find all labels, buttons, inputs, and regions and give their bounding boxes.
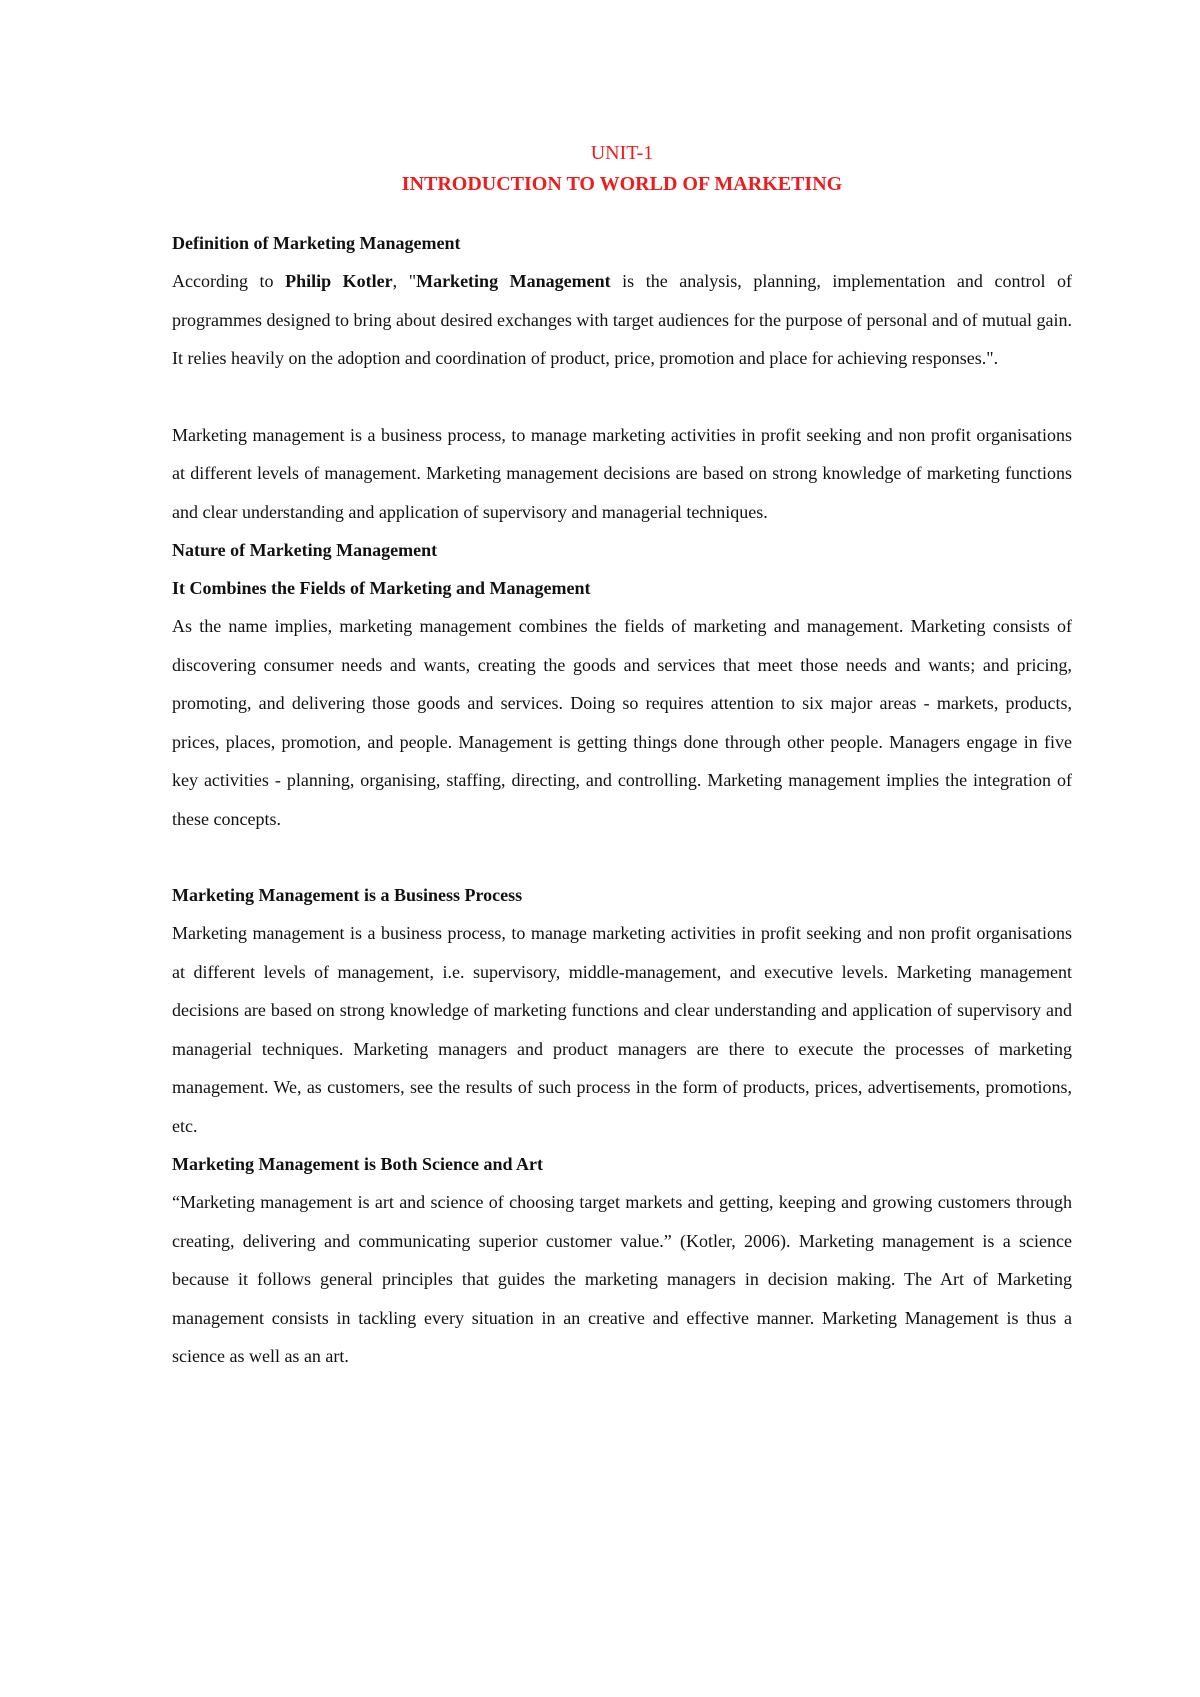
definition-author: Philip Kotler xyxy=(285,271,393,291)
process-paragraph: Marketing management is a business process, to manage marketing activities in profit seeking and non profit organisations at different levels of management. Marketing management decisions are based on strong knowledge of marketing functions and clear understanding and application of supervisory and managerial techniques. xyxy=(172,424,1072,522)
definition-intro: According to xyxy=(172,271,286,291)
nature-heading: Nature of Marketing Management xyxy=(172,540,438,560)
definition-heading: Definition of Marketing Management xyxy=(172,233,461,253)
combines-heading: It Combines the Fields of Marketing and Management xyxy=(172,578,591,598)
definition-paragraph xyxy=(172,262,1072,378)
page-title: INTRODUCTION TO WORLD OF MARKETING xyxy=(401,173,843,195)
science-paragraph: “Marketing management is art and science of choosing target markets and getting, keeping and growing customers through creating, delivering and communicating superior customer value.” (Kotler, 2006). Marketing management is a science because it follows general principles that guides the marketing managers in decision making. The Art of Marketing management consists in tackling every situation in an creative and effective manner. Marketing Management is thus a science as well as an art. xyxy=(172,1192,1072,1366)
definition-rest: is the analysis, planning, implementation and control of programmes designed to bring about desired exchanges with target audiences for the purpose of personal and of mutual gain. It relies heavily on the adoption and coordination of product, price, promotion and place for achieving responses.". xyxy=(172,271,1073,368)
paragraph-spacer xyxy=(172,378,1072,416)
definition-mid: , " xyxy=(392,271,417,291)
unit-label: UNIT-1 xyxy=(590,142,654,164)
document-body xyxy=(172,224,1072,1376)
science-heading: Marketing Management is Both Science and Art xyxy=(172,1154,543,1174)
business-paragraph: Marketing management is a business process, to manage marketing activities in profit seeking and non profit organisations at different levels of management, i.e. supervisory, middle-management, and executive levels. Marketing management decisions are based on strong knowledge of marketing functions and clear understanding and application of supervisory and managerial techniques. Marketing managers and product managers are there to execute the processes of marketing management. We, as customers, see the results of such process in the form of products, prices, advertisements, promotions, etc. xyxy=(172,923,1072,1136)
combines-paragraph: As the name implies, marketing management combines the fields of marketing and management. Marketing consists of discovering consumer needs and wants, creating the goods and services that meet those needs and wants; and pricing, promoting, and delivering those goods and services. Doing so requires attention to six major areas - markets, products, prices, places, promotion, and people. Management is getting things done through other people. Managers engage in five key activities - planning, organising, staffing, directing, and controlling. Marketing management implies the integration of these concepts. xyxy=(172,616,1072,829)
business-heading: Marketing Management is a Business Process xyxy=(172,885,523,905)
definition-term: Marketing Management xyxy=(416,271,611,291)
paragraph-spacer xyxy=(172,838,1072,876)
title-block xyxy=(172,140,1072,198)
